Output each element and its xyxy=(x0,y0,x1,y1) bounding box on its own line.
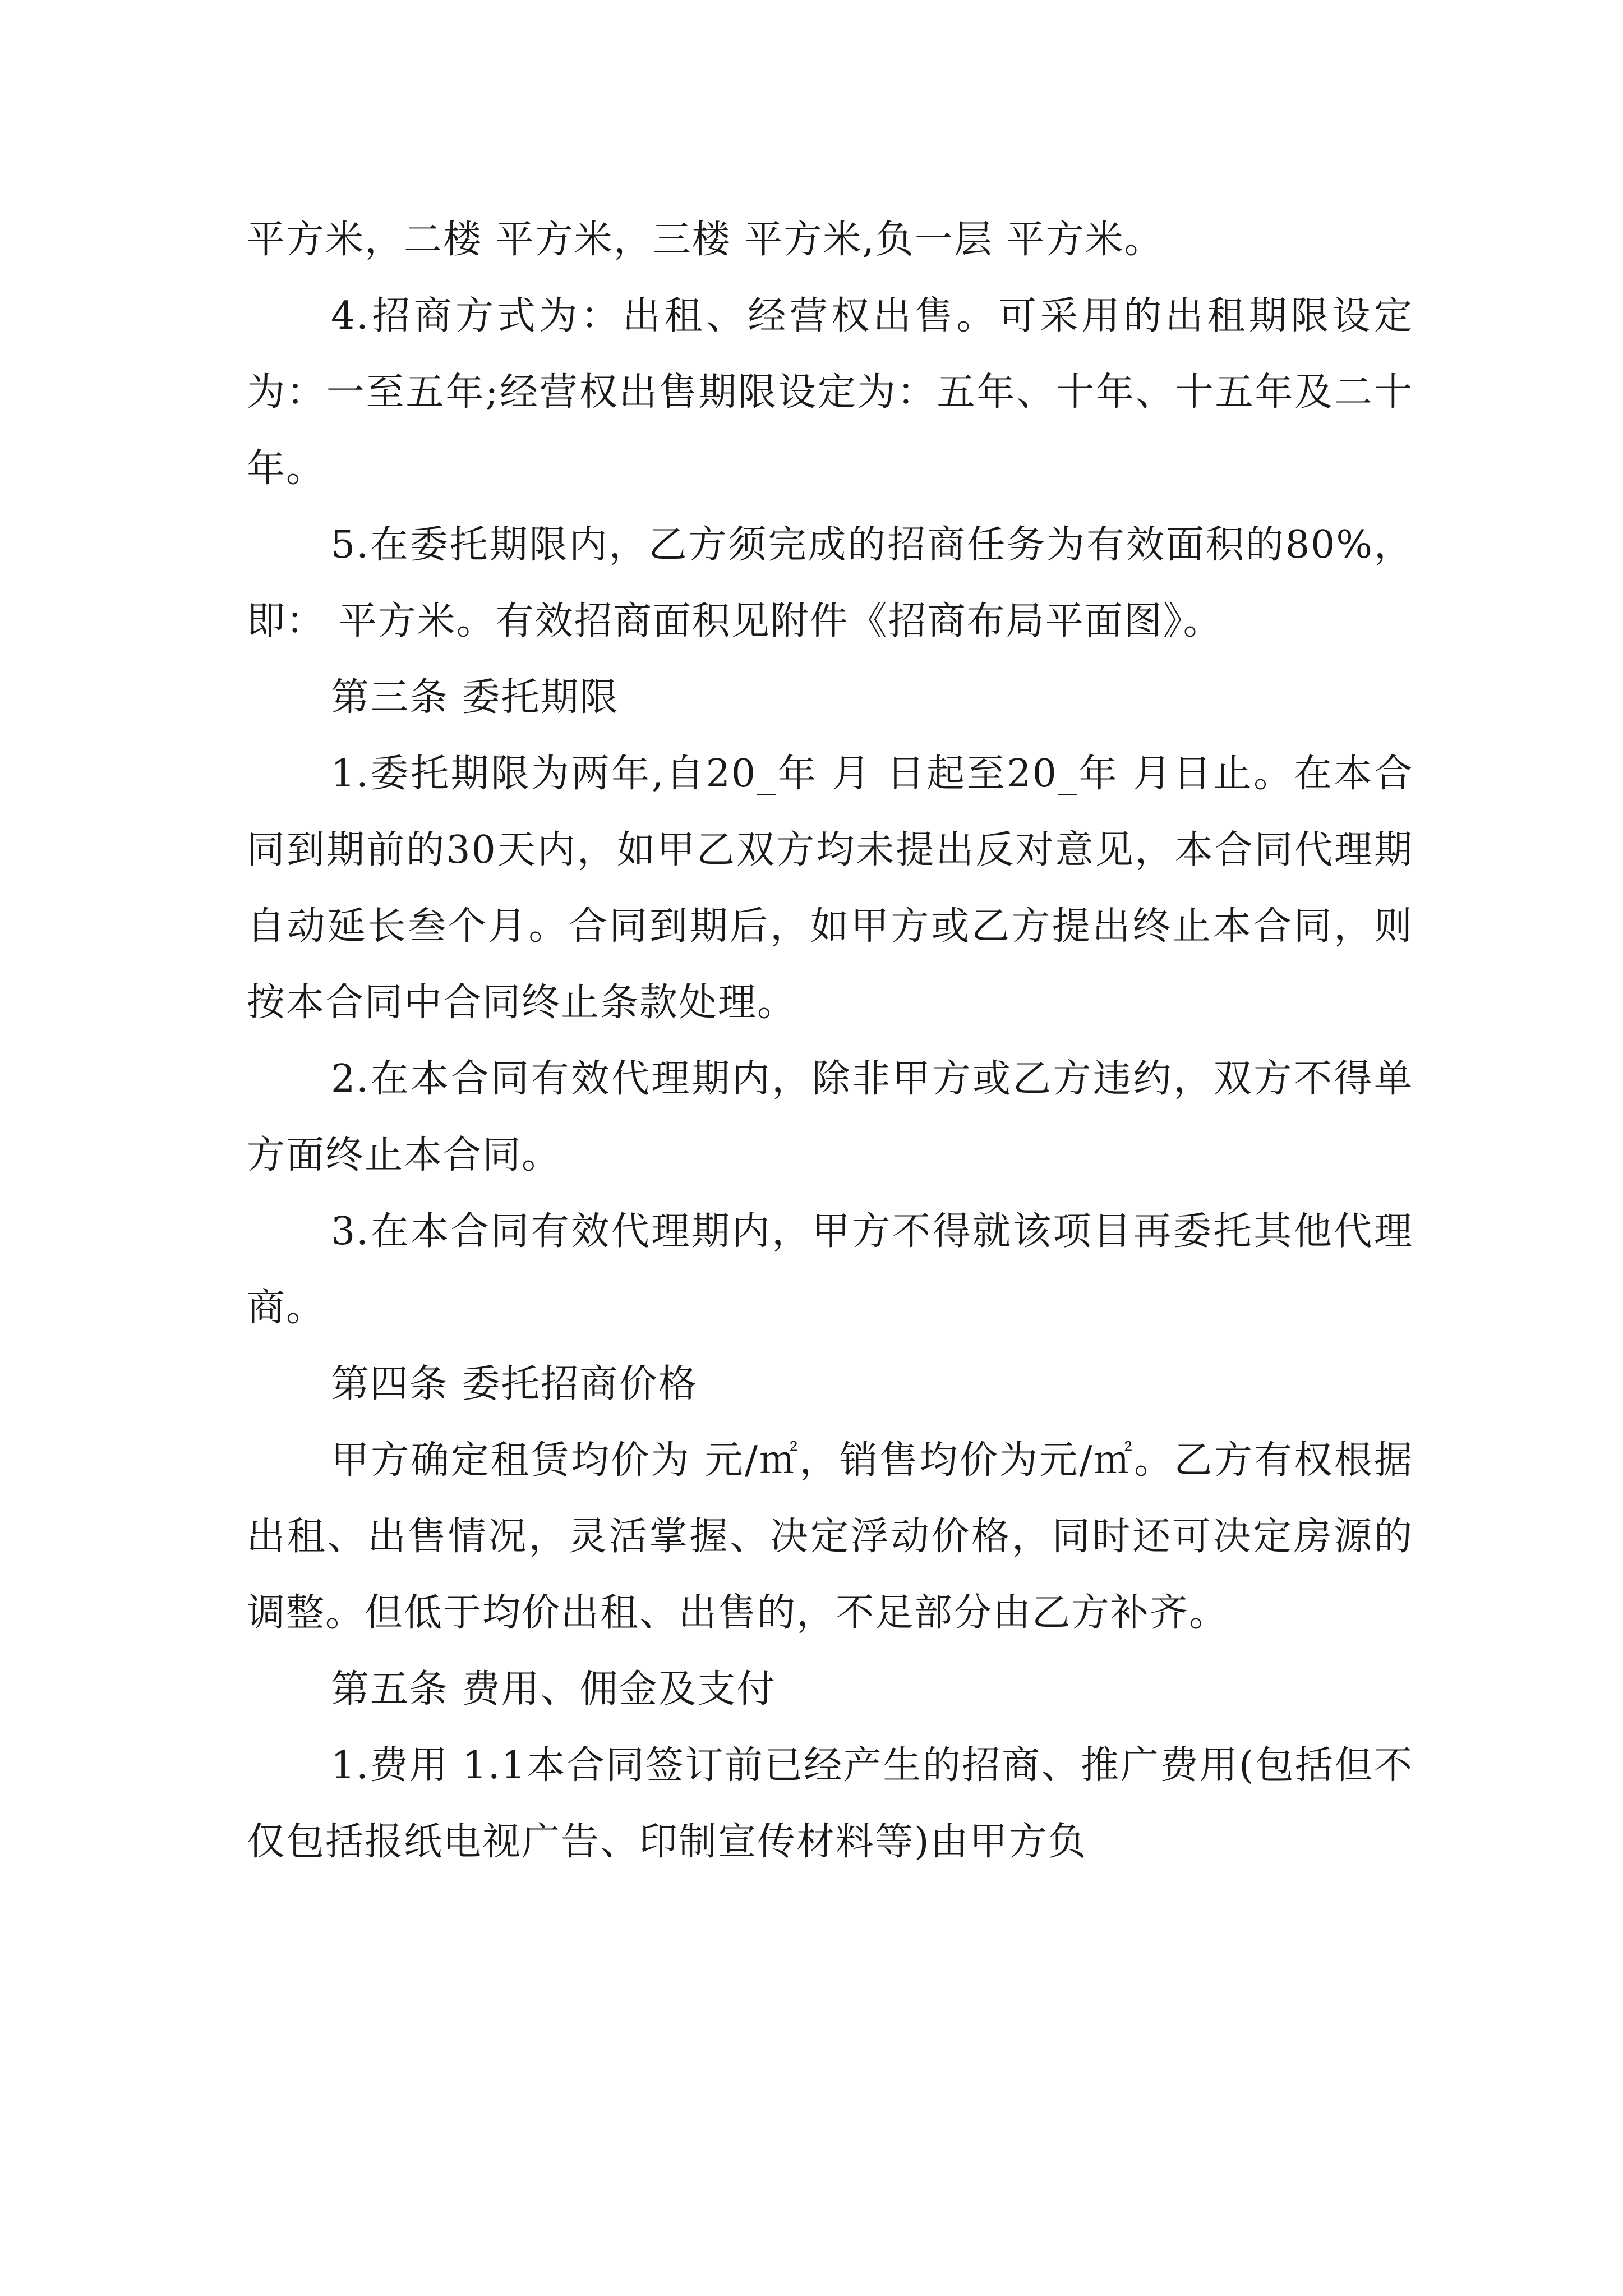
paragraph-exclusive-agent: 3.在本合同有效代理期内，甲方不得就该项目再委托其他代理商。 xyxy=(247,1209,1413,1330)
document-body xyxy=(247,202,1413,1880)
section-heading-article-5: 第五条 费用、佣金及支付 xyxy=(331,1667,776,1711)
paragraph-term-duration: 1.委托期限为两年,自20_年 月 日起至20_年 月日止。在本合同到期前的30天内，如甲乙双方均未提出反对意见，本合同代理期自动延长叁个月。合同到期后，如甲方或乙方提出终止本合同，则按本合同中合同终止条款处理。 xyxy=(247,752,1413,1025)
paragraph-fees: 1.费用 1.1本合同签订前已经产生的招商、推广费用(包括但不仅包括报纸电视广告、印制宣传材料等)由甲方负 xyxy=(247,1743,1413,1864)
section-heading-article-3: 第三条 委托期限 xyxy=(331,675,619,720)
paragraph-area-floors: 平方米，二楼 平方米，三楼 平方米,负一层 平方米。 xyxy=(247,218,1164,262)
paragraph-leasing-target: 5.在委托期限内，乙方须完成的招商任务为有效面积的80%，即： 平方米。有效招商面积见附件《招商布局平面图》。 xyxy=(247,523,1413,643)
section-heading-article-4: 第四条 委托招商价格 xyxy=(331,1362,698,1406)
paragraph-no-unilateral-termination: 2.在本合同有效代理期内，除非甲方或乙方违约，双方不得单方面终止本合同。 xyxy=(247,1057,1413,1177)
paragraph-leasing-method: 4.招商方式为：出租、经营权出售。可采用的出租期限设定为：一至五年;经营权出售期限设定为：五年、十年、十五年及二十年。 xyxy=(247,294,1413,491)
paragraph-pricing: 甲方确定租赁均价为 元/㎡，销售均价为元/㎡。乙方有权根据出租、出售情况，灵活掌握、决定浮动价格，同时还可决定房源的调整。但低于均价出租、出售的，不足部分由乙方补齐。 xyxy=(247,1438,1413,1635)
